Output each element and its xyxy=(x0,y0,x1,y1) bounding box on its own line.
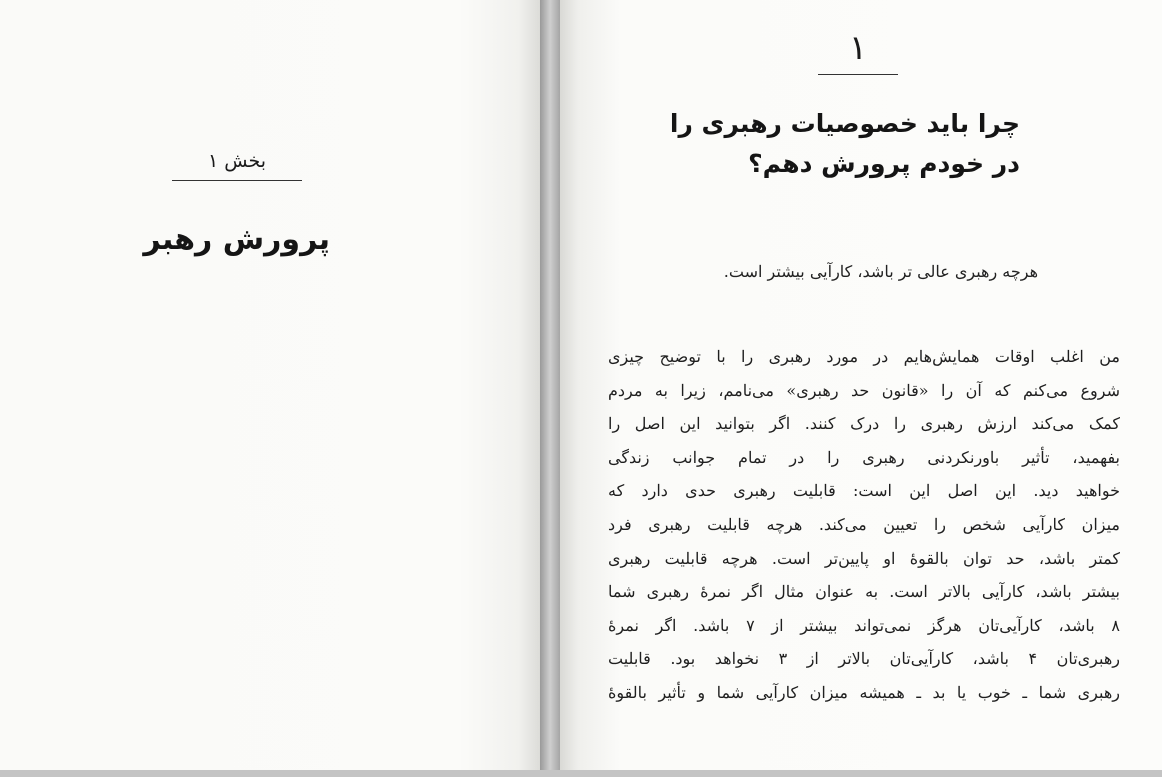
left-page xyxy=(0,0,540,770)
chapter-number: ۱ xyxy=(848,28,868,68)
section-label: بخش ۱ xyxy=(207,150,267,172)
section-title: پرورش رهبر xyxy=(143,222,330,257)
body-line: شروع می‌کنم که آن را «قانون حد رهبری» می‌نامم، زیرا به مردم xyxy=(608,380,1120,400)
chapter-title xyxy=(600,104,1020,184)
section-divider xyxy=(172,180,302,181)
chapter-divider xyxy=(818,74,898,75)
body-line: کمتر باشد، حد توان بالقوهٔ او پایین‌تر است. هرچه قابلیت رهبری xyxy=(608,548,1120,568)
chapter-epigraph: هرچه رهبری عالی تر باشد، کارآیی بیشتر است. xyxy=(723,262,1038,281)
body-line: من اغلب اوقات همایش‌هایم در مورد رهبری را با توضیح چیزی xyxy=(608,347,1120,366)
body-line: بفهمید، تأثیر باورنکردنی رهبری را در تمام جوانب زندگی xyxy=(608,447,1120,467)
body-line: بیشتر باشد، کارآیی بالاتر است. به عنوان مثال اگر نمرهٔ رهبری شما xyxy=(608,582,1120,602)
right-page xyxy=(560,0,1162,770)
book-gutter xyxy=(540,0,560,777)
body-line: رهبری‌تان ۴ باشد، کارآیی‌تان بالاتر از ۳ نخواهد بود. قابلیت xyxy=(608,649,1120,669)
body-line: ۸ باشد، کارآیی‌تان هرگز نمی‌تواند بیشتر از ۷ باشد. اگر نمرهٔ xyxy=(608,615,1120,635)
body-line: میزان کارآیی شخص را تعیین می‌کند. هرچه قابلیت رهبری فرد xyxy=(608,514,1120,534)
chapter-title-line: چرا باید خصوصیات رهبری را xyxy=(669,109,1020,138)
chapter-title-line: در خودم پرورش دهم؟ xyxy=(748,149,1020,178)
body-line: خواهید دید. این اصل این است: قابلیت رهبری حدی دارد که xyxy=(608,481,1120,501)
page-bottom-edge xyxy=(0,770,1162,777)
body-line: کمک می‌کند ارزش رهبری را درک کنند. اگر بتوانید این اصل را xyxy=(608,414,1120,434)
body-line: رهبری شما ـ خوب یا بد ـ همیشه میزان کارآیی شما و تأثیر بالقوهٔ xyxy=(608,682,1120,702)
body-paragraph xyxy=(608,342,1120,712)
